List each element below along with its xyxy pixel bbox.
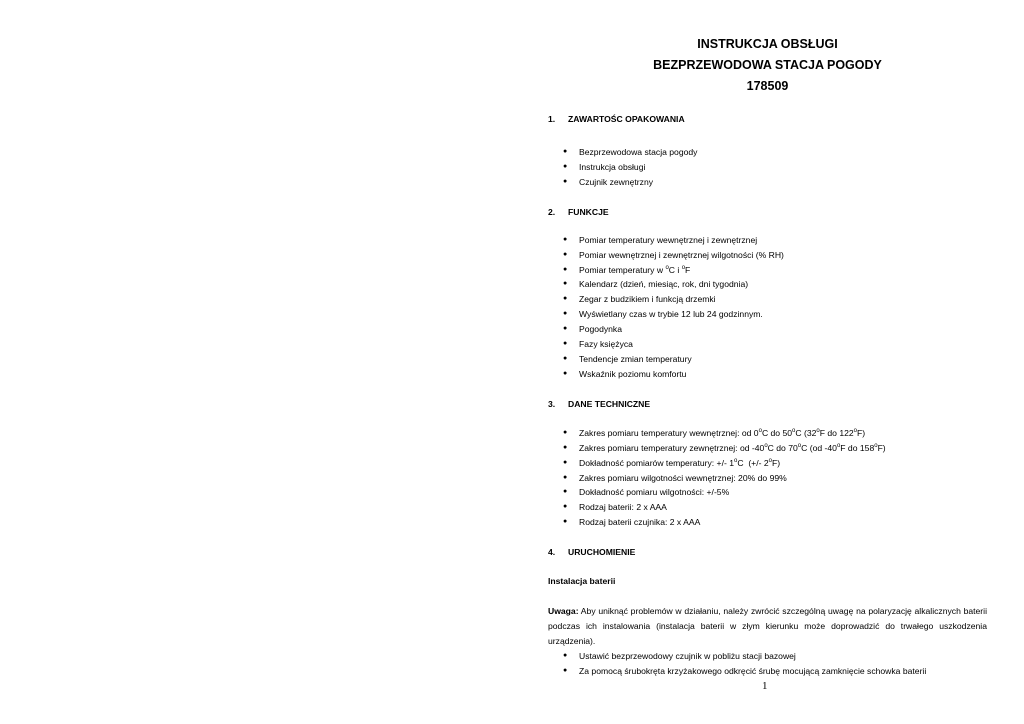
list-item: ● Dokładność pomiarów temperatury: +/- 1$^o$C (+/- 2$^o$F) [548,456,987,471]
section-1-list [548,145,987,190]
bullet-icon: ● [563,177,568,185]
section-title: DANE TECHNICZNE [568,398,651,409]
list-item: ● Tendencje zmian temperatury [548,352,987,367]
section-3-list [548,426,987,530]
section-4-heading [548,546,987,558]
bullet-icon: ● [563,310,568,318]
list-item: ● Zegar z budzikiem i funkcją drzemki [548,292,987,307]
list-item: ● Pomiar wewnętrznej i zewnętrznej wilgotności (% RH) [548,248,987,263]
bullet-icon: ● [563,652,568,660]
page-number: 1 [762,680,768,692]
list-item: ● Instrukcja obsługi [548,160,987,175]
section-title: FUNKCJE [568,206,609,217]
note-paragraph [548,604,987,649]
list-item: ● Pogodynka [548,322,987,337]
doc-title-line1: INSTRUKCJA OBSŁUGI [697,37,838,51]
list-item: ● Zakres pomiaru temperatury zewnętrznej: od -40$^o$C do 70$^o$C (od -40$^o$F do 158$^o$F) [548,441,987,456]
subsection-title: Instalacja baterii [548,576,616,587]
doc-title-line2: BEZPRZEWODOWA STACJA POGODY [653,58,882,72]
document-page [548,34,987,679]
note-label: Uwaga: [548,606,579,617]
doc-title-line3: 178509 [746,79,789,93]
bullet-icon: ● [563,458,568,466]
bullet-icon: ● [563,265,568,273]
list-item: ● Dokładność pomiaru wilgotności: +/-5% [548,485,987,500]
list-item: ● Wyświetlany czas w trybie 12 lub 24 godzinnym. [548,307,987,322]
bullet-icon: ● [563,369,568,377]
bullet-icon: ● [563,473,568,481]
section-title: ZAWARTOŚC OPAKOWANIA [568,114,685,124]
bullet-icon: ● [563,428,568,436]
note-text: Aby uniknąć problemów w działaniu, należy zwrócić szczególną uwagę na polaryzację alkalicznych baterii podczas ich instalowania (instalacja baterii w złym kierunku może doprowadzić do trwałego uszkodzenia urządzenia). [548,606,987,647]
list-item: ● Czujnik zewnętrzny [548,175,987,190]
bullet-icon: ● [563,280,568,288]
section-2-list [548,233,987,382]
list-item: ● Ustawić bezprzewodowy czujnik w pobliżu stacji bazowej [548,649,987,664]
bullet-icon: ● [563,325,568,333]
list-item: ● Pomiar temperatury w $^o$C i $^o$F [548,263,987,278]
list-item: ● Rodzaj baterii czujnika: 2 x AAA [548,515,987,530]
section-number: 4. [548,547,556,558]
bullet-icon: ● [563,148,568,155]
bullet-icon: ● [563,488,568,496]
bullet-icon: ● [563,443,568,451]
section-4-list [548,649,987,679]
list-item: ● Za pomocą śrubokręta krzyżakowego odkręcić śrubę mocującą zamknięcie schowka baterii [548,664,987,679]
list-item: ● Wskaźnik poziomu komfortu [548,367,987,382]
list-item: ● Fazy księżyca [548,337,987,352]
bullet-icon: ● [563,503,568,511]
bullet-icon: ● [563,250,568,258]
section-2-heading [548,206,987,218]
bullet-icon: ● [563,518,568,526]
list-item: ● Zakres pomiaru temperatury wewnętrznej: od 0$^o$C do 50$^o$C (32$^o$F do 122$^o$F) [548,426,987,441]
bullet-icon: ● [563,667,568,675]
list-item: ● Kalendarz (dzień, miesiąc, rok, dni tygodnia) [548,277,987,292]
list-item: ● Pomiar temperatury wewnętrznej i zewnętrznej [548,233,987,248]
list-item: ● Rodzaj baterii: 2 x AAA [548,500,987,515]
section-title: URUCHOMIENIE [568,547,636,558]
bullet-icon: ● [563,295,568,303]
bullet-icon: ● [563,340,568,348]
list-item: ● Bezprzewodowa stacja pogody [548,145,987,160]
section-1-heading [548,113,987,125]
bullet-icon: ● [563,235,568,243]
bullet-icon: ● [563,162,568,170]
section-number: 3. [548,398,556,409]
list-item: ● Zakres pomiaru wilgotności wewnętrznej: 20% do 99% [548,471,987,486]
section-3-heading [548,398,987,410]
bullet-icon: ● [563,354,568,362]
section-number: 1. [548,114,556,124]
section-number: 2. [548,206,556,217]
